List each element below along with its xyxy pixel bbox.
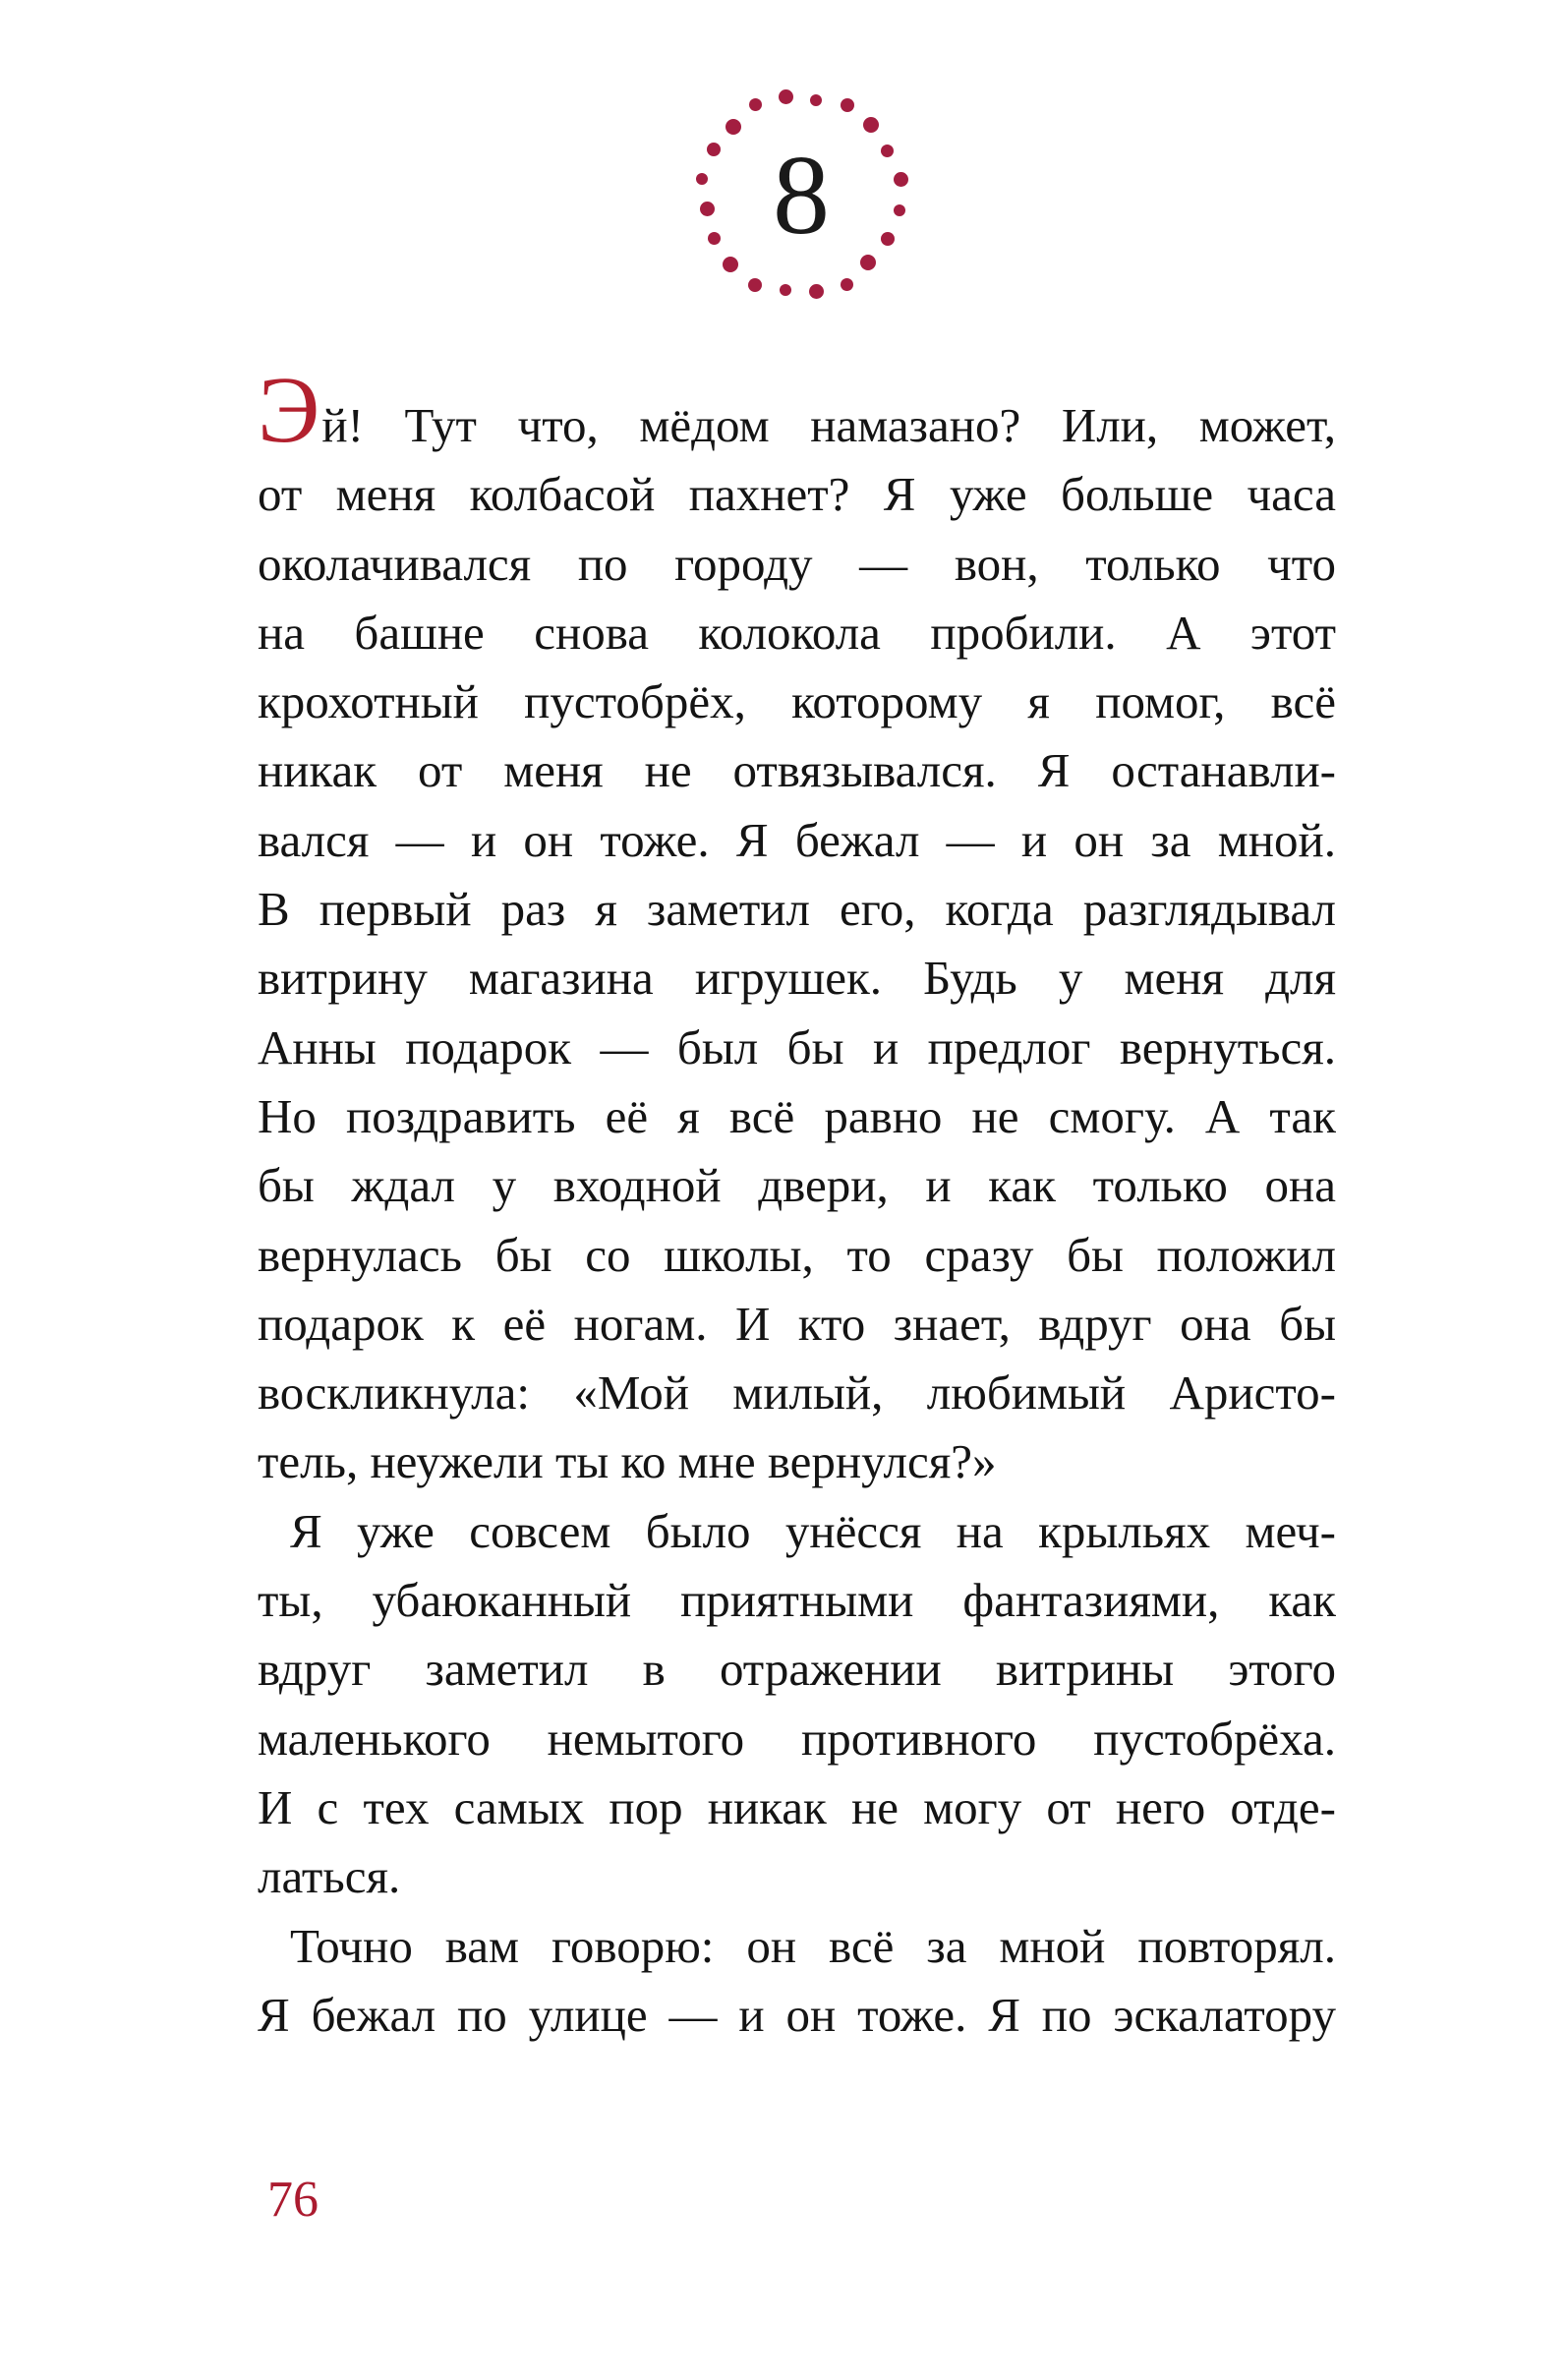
text-line: крохотный пустобрёх, которому я помог, всё [258,674,1336,729]
text-line: вдруг заметил в отражении витрины этого [258,1642,1336,1697]
text-line: воскликнула: «Мой милый, любимый Аристо- [258,1365,1336,1421]
text-line: Эй! Тут что, мёдом намазано? Или, может, [258,357,1336,462]
chapter-number: 8 [773,133,830,259]
text-line: Анны подарок — был бы и предлог вернуться. [258,1019,1336,1074]
text-line: тель, неужели ты ко мне вернулся?» [258,1434,997,1489]
body-text [258,357,1336,2050]
text-line: подарок к её ногам. И кто знает, вдруг она бы [258,1296,1336,1351]
text-line: маленького немытого противного пустобрёха. [258,1711,1336,1766]
text-line: Точно вам говорю: он всё за мной повторял. [290,1918,1336,1973]
text-line: Я бежал по улице — и он тоже. Я по эскалатору [258,1987,1336,2042]
text-line: вернулась бы со школы, то сразу бы положил [258,1227,1336,1282]
page-number: 76 [267,2172,319,2228]
text-line: бы ждал у входной двери, и как только она [258,1158,1336,1213]
text-line: Я уже совсем было унёсся на крыльях меч- [290,1503,1336,1558]
text-line: Но поздравить её я всё равно не смогу. А так [258,1088,1336,1143]
text-line: ты, убаюканный приятными фантазиями, как [258,1573,1336,1628]
text-line: никак от меня не отвязывался. Я останавли- [258,743,1336,798]
chapter-ornament [688,82,914,308]
text-line: вался — и он тоже. Я бежал — и он за мной. [258,812,1336,867]
text-line: на башне снова колокола пробили. А этот [258,605,1336,660]
text-line: В первый раз я заметил его, когда разглядывал [258,882,1336,937]
text-line: от меня колбасой пахнет? Я уже больше часа [258,467,1336,522]
text-line: латься. [258,1849,401,1904]
drop-cap: Э [258,357,320,462]
text-line: околачивался по городу — вон, только что [258,536,1336,591]
text-line: И с тех самых пор никак не могу от него отде- [258,1779,1336,1834]
text-line: витрину магазина игрушек. Будь у меня для [258,951,1336,1006]
